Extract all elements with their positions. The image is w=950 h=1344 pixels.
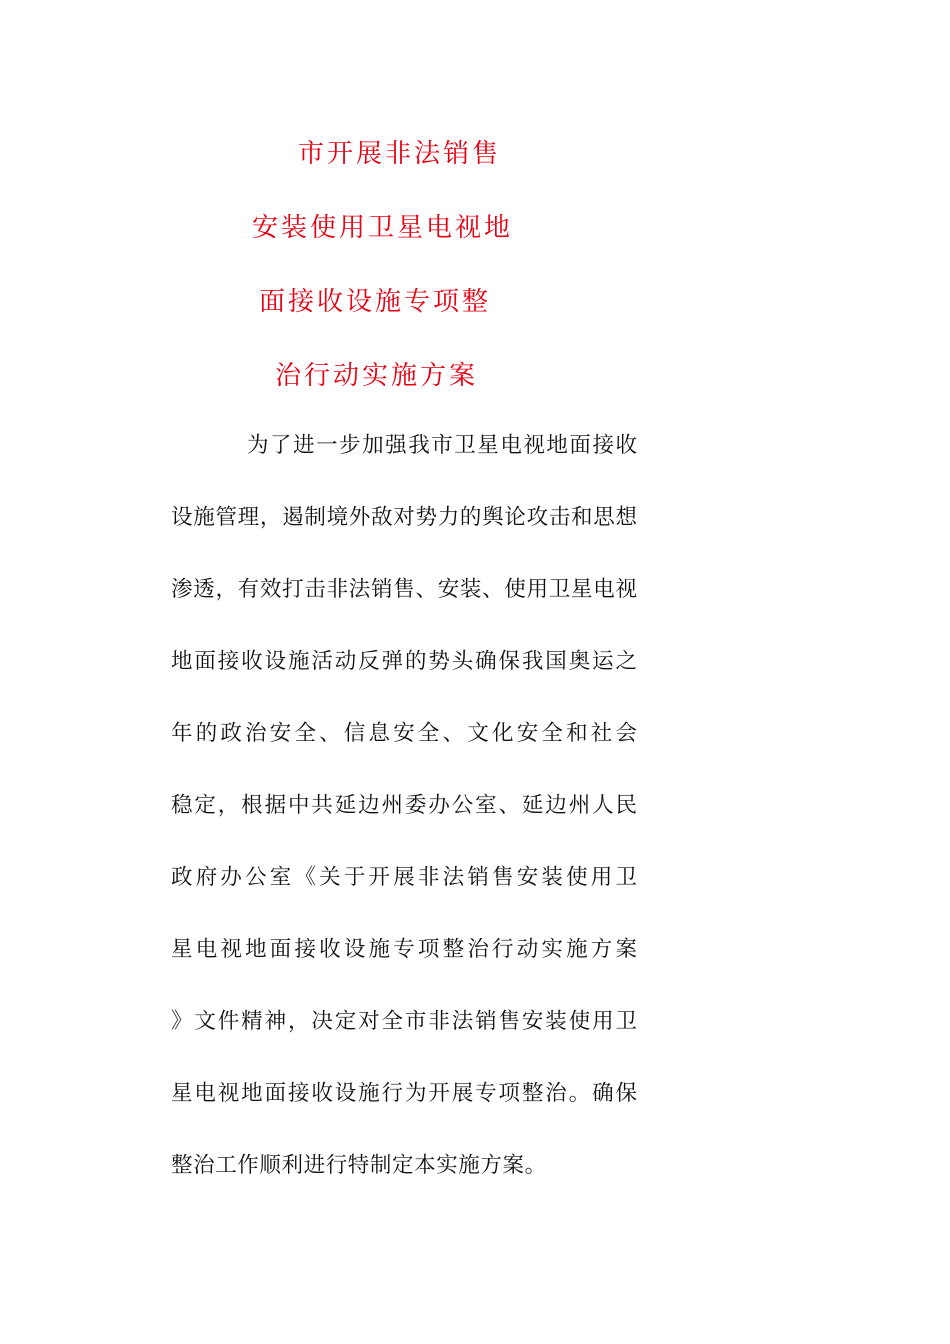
document-title-line-4: 治行动实施方案 xyxy=(275,361,479,391)
body-text-line: 为了进一步加强我市卫星电视地面接收 xyxy=(247,433,637,458)
body-text-line: 星电视地面接收设施行为开展专项整治。确保 xyxy=(171,1081,637,1106)
document-title-line-1: 市开展非法销售 xyxy=(298,139,502,169)
body-text-line: 政府办公室《关于开展非法销售安装使用卫 xyxy=(171,865,637,890)
body-text-line: 年的政治安全、信息安全、文化安全和社会 xyxy=(171,721,637,746)
body-text-line: 稳定，根据中共延边州委办公室、延边州人民 xyxy=(171,793,637,818)
document-title-line-3: 面接收设施专项整 xyxy=(259,287,492,317)
document-title-line-2: 安装使用卫星电视地 xyxy=(252,213,514,243)
body-text-line: 》文件精神，决定对全市非法销售安装使用卫 xyxy=(171,1009,637,1034)
body-text-line: 星电视地面接收设施专项整治行动实施方案 xyxy=(171,937,637,962)
body-text-line: 设施管理，遏制境外敌对势力的舆论攻击和思想 xyxy=(171,505,637,530)
body-text-line: 地面接收设施活动反弹的势头确保我国奥运之 xyxy=(171,649,637,674)
body-text-line: 渗透，有效打击非法销售、安装、使用卫星电视 xyxy=(171,577,637,602)
body-text-line: 整治工作顺利进行特制定本实施方案。 xyxy=(171,1153,547,1178)
